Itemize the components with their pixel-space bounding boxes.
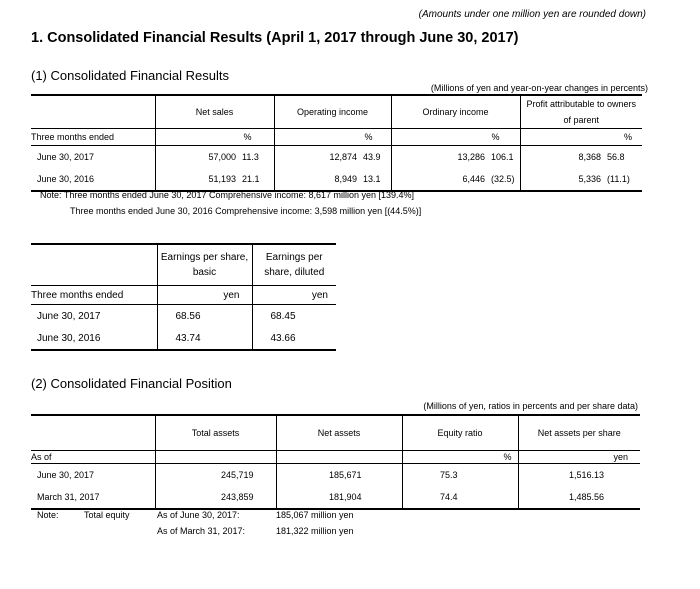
row-label: June 30, 2017	[37, 152, 95, 162]
comprehensive-income-note: Three months ended June 30, 2016 Comprehensive income: 3,598 million yen [(44.5%)]	[70, 206, 422, 216]
unit-pct: %	[391, 129, 520, 146]
results-table	[31, 94, 642, 192]
col-net-assets: Net assets	[276, 415, 402, 451]
ord-income-value: 6,446	[391, 168, 488, 191]
page-title: 1. Consolidated Financial Results (April 1, 2017 through June 30, 2017)	[31, 30, 519, 46]
row-label: June 30, 2016	[31, 168, 155, 191]
op-income-value: 12,874	[274, 146, 360, 169]
unit-yen: yen	[157, 286, 252, 305]
nav-per-share-value: 1,516.13	[518, 464, 640, 487]
total-assets-value: 245,719	[155, 464, 276, 487]
equity-ratio-value: 75.3	[402, 464, 518, 487]
unit-yen: yen	[252, 286, 336, 305]
net-assets-value: 185,671	[276, 464, 402, 487]
row-label: June 30, 2017	[37, 470, 95, 480]
eps-diluted-value: 43.66	[252, 327, 336, 350]
total-assets-value: 243,859	[155, 486, 276, 509]
col-net-sales: Net sales	[155, 95, 274, 129]
nav-per-share-value: 1,485.56	[518, 486, 640, 509]
net-sales-value: 57,000	[155, 146, 239, 169]
col-ordinary-income: Ordinary income	[391, 95, 520, 129]
net-sales-value: 51,193	[155, 168, 239, 191]
profit-value: 5,336	[520, 168, 604, 191]
eps-unit-row	[31, 286, 336, 305]
row-label: June 30, 2017	[37, 310, 101, 322]
results-header-row	[31, 95, 642, 129]
col-nav-per-share: Net assets per share	[518, 415, 640, 451]
table-row	[31, 146, 642, 169]
col-operating-income: Operating income	[274, 95, 391, 129]
results-unit-row	[31, 129, 642, 146]
unit-pct: %	[274, 129, 391, 146]
op-income-pct: 13.1	[360, 168, 391, 191]
ord-income-pct: 106.1	[491, 152, 514, 162]
equity-note-item: Total equity	[84, 510, 130, 520]
unit-pct: %	[402, 451, 518, 464]
position-heading: (2) Consolidated Financial Position	[31, 376, 232, 391]
op-income-pct: 43.9	[363, 152, 381, 162]
unit-pct: %	[155, 129, 274, 146]
unit-yen: yen	[518, 451, 640, 464]
table-row	[31, 464, 640, 487]
col-profit-owners: Profit attributable to owners of parent	[520, 95, 642, 129]
results-unit-note: (Millions of yen and year-on-year changes in percents)	[430, 83, 648, 93]
equity-as-of: As of June 30, 2017:	[157, 510, 240, 520]
row-label: March 31, 2017	[31, 486, 155, 509]
rounding-note: (Amounts under one million yen are rounded down)	[418, 9, 646, 20]
ord-income-pct: (32.5)	[488, 168, 520, 191]
table-row	[31, 168, 642, 191]
eps-header-row	[31, 244, 336, 286]
equity-ratio-value: 74.4	[402, 486, 518, 509]
col-equity-ratio: Equity ratio	[402, 415, 518, 451]
table-row	[31, 327, 336, 350]
table-row	[31, 305, 336, 328]
net-assets-value: 181,904	[276, 486, 402, 509]
net-sales-pct: 11.3	[242, 152, 259, 162]
period-label: Three months ended	[31, 286, 157, 305]
position-unit-note: (Millions of yen, ratios in percents and per share data)	[423, 401, 638, 411]
as-of-label: As of	[31, 451, 155, 464]
col-total-assets: Total assets	[155, 415, 276, 451]
ord-income-value: 13,286	[391, 146, 488, 169]
position-table	[31, 414, 640, 510]
equity-value: 185,067 million yen	[276, 510, 354, 520]
profit-value: 8,368	[520, 146, 604, 169]
net-sales-pct: 21.1	[239, 168, 274, 191]
results-heading: (1) Consolidated Financial Results	[31, 68, 229, 83]
row-label: June 30, 2016	[31, 327, 157, 350]
comprehensive-income-note: Note: Three months ended June 30, 2017 Comprehensive income: 8,617 million yen [139.4%]	[40, 190, 415, 200]
col-eps-basic: Earnings per share, basic	[157, 244, 252, 286]
profit-pct: 56.8	[607, 152, 625, 162]
eps-basic-value: 43.74	[157, 327, 252, 350]
position-unit-row	[31, 451, 640, 464]
col-eps-diluted: Earnings per share, diluted	[252, 244, 336, 286]
equity-as-of: As of March 31, 2017:	[157, 526, 246, 536]
eps-diluted-value: 68.45	[252, 305, 336, 328]
profit-pct: (11.1)	[604, 168, 642, 191]
equity-note-label: Note:	[37, 510, 59, 520]
table-row	[31, 486, 640, 509]
equity-value: 181,322 million yen	[276, 526, 354, 536]
unit-pct: %	[520, 129, 642, 146]
eps-basic-value: 68.56	[157, 305, 252, 328]
position-header-row	[31, 415, 640, 451]
eps-table	[31, 243, 336, 351]
period-label: Three months ended	[31, 129, 155, 146]
op-income-value: 8,949	[274, 168, 360, 191]
